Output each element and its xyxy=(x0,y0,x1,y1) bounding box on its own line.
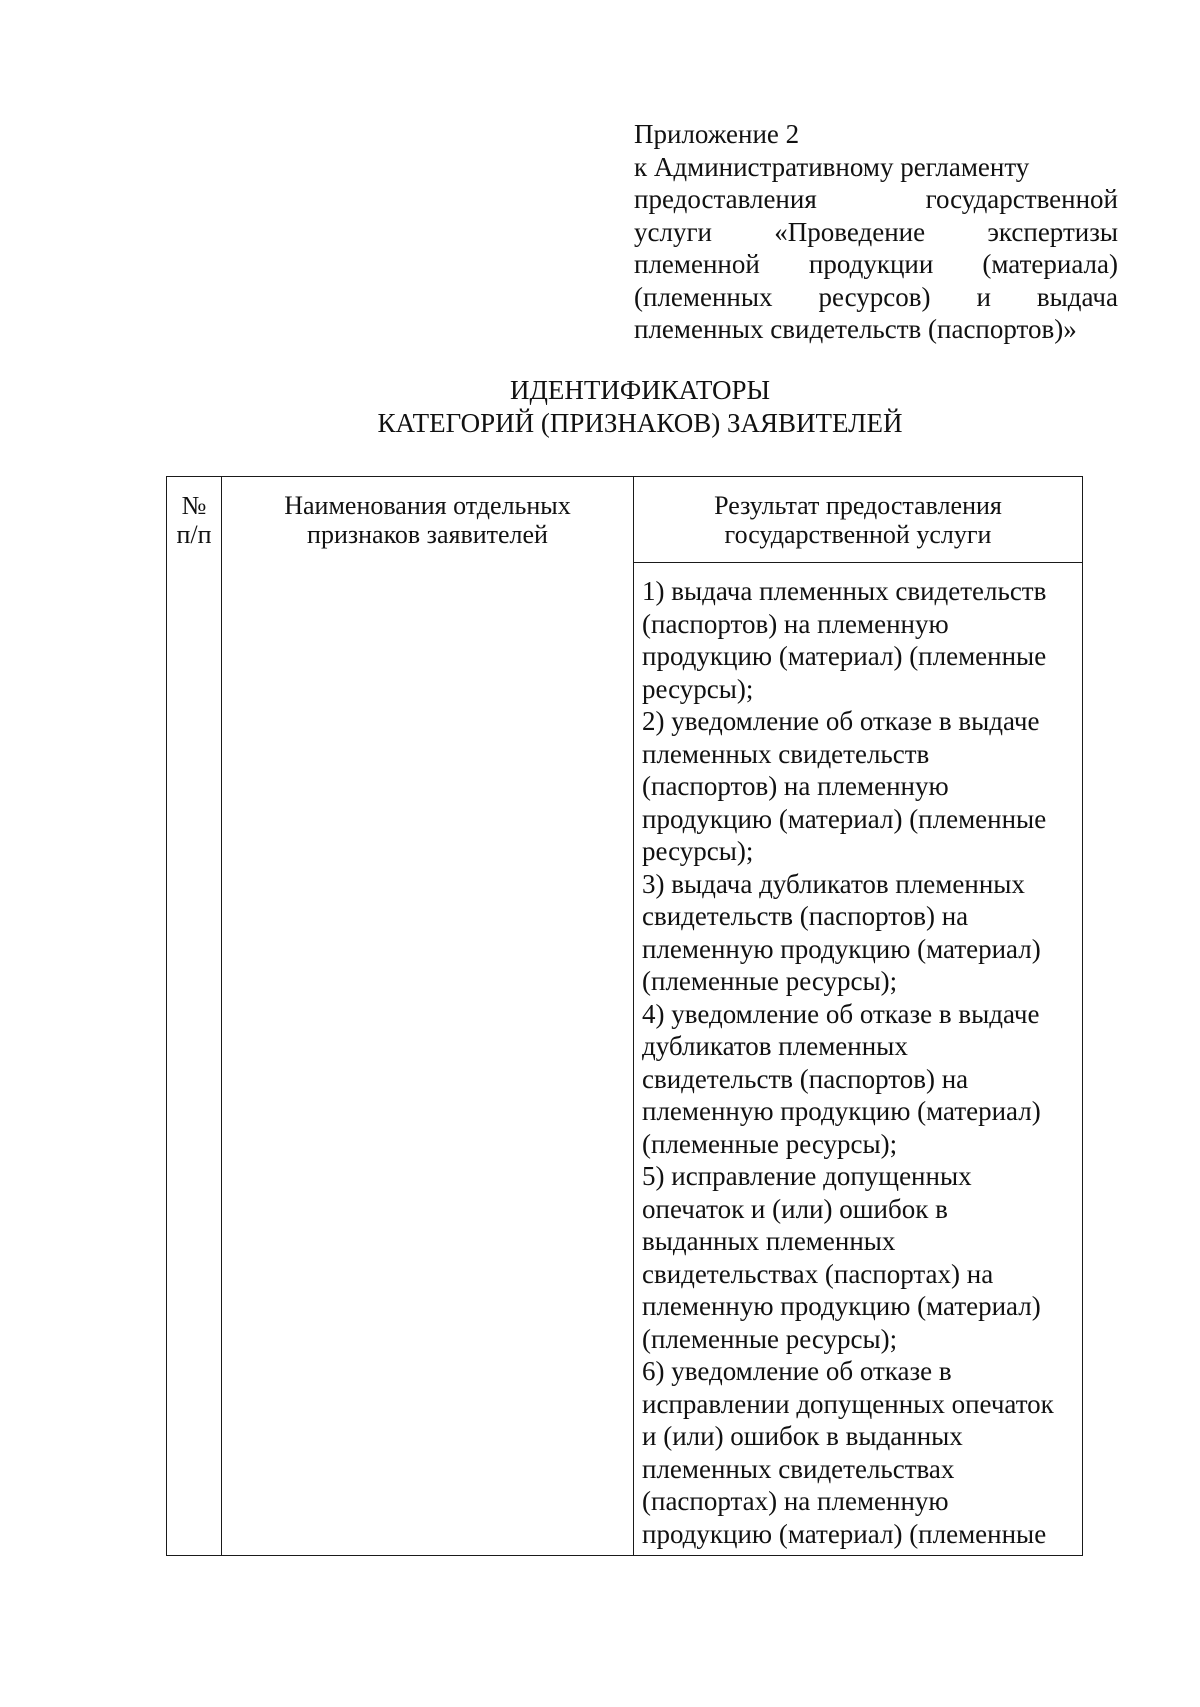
result-line: племенных свидетельств xyxy=(642,738,930,769)
header-names-line: признаков заявителей xyxy=(307,520,548,549)
result-line: 6) уведомление об отказе в xyxy=(642,1356,952,1386)
result-line: выданных племенных xyxy=(642,1226,896,1256)
result-line: свидетельствах (паспортах) на xyxy=(642,1258,994,1289)
appendix-block xyxy=(634,118,1118,346)
result-line: дубликатов племенных xyxy=(642,1031,908,1061)
result-line: и (или) ошибок в выданных xyxy=(642,1421,963,1451)
header-number-line: № xyxy=(181,491,207,520)
result-line: ресурсы); xyxy=(642,836,754,866)
header-result-line: государственной услуги xyxy=(724,520,992,549)
result-line: (племенные ресурсы); xyxy=(642,966,898,996)
result-line: исправлении допущенных опечаток xyxy=(642,1388,1054,1419)
header-names xyxy=(222,477,634,1556)
appendix-line: предоставления государственной xyxy=(634,184,1118,214)
appendix-line: (племенных ресурсов) и выдача xyxy=(634,281,1118,312)
result-line: (паспортов) на племенную xyxy=(642,608,949,639)
result-line: племенную продукцию (материал) xyxy=(642,1291,1041,1321)
header-names-line: Наименования отдельных xyxy=(284,491,571,520)
appendix-line: услуги «Проведение экспертизы xyxy=(634,216,1118,247)
result-line: (паспортах) на племенную xyxy=(642,1486,949,1516)
result-line: свидетельств (паспортов) на xyxy=(642,1063,969,1094)
result-line: опечаток и (или) ошибок в xyxy=(642,1193,948,1224)
header-result xyxy=(634,477,1083,563)
appendix-line: племенных свидетельств (паспортов)» xyxy=(634,314,1077,344)
result-line: племенную продукцию (материал) xyxy=(642,933,1041,964)
result-line: продукцию (материал) (племенные xyxy=(642,803,1047,834)
header-result-line: Результат предоставления xyxy=(714,491,1002,520)
identifiers-table xyxy=(166,476,1083,1556)
result-line: 2) уведомление об отказе в выдаче xyxy=(642,706,1040,736)
result-cell xyxy=(634,563,1083,1556)
appendix-line: к Административному регламенту xyxy=(634,151,1030,182)
result-line: (племенные ресурсы); xyxy=(642,1323,898,1354)
result-line: племенную продукцию (материал) xyxy=(642,1096,1041,1126)
result-line: продукцию (материал) (племенные xyxy=(642,641,1047,671)
heading-line-2: КАТЕГОРИЙ (ПРИЗНАКОВ) ЗАЯВИТЕЛЕЙ xyxy=(377,408,903,438)
result-line: продукцию (материал) (племенные xyxy=(642,1518,1047,1549)
header-number-line: п/п xyxy=(176,520,212,549)
result-line: свидетельств (паспортов) на xyxy=(642,901,969,931)
result-line: племенных свидетельствах xyxy=(642,1453,955,1484)
result-line: (племенные ресурсы); xyxy=(642,1128,898,1159)
result-line: 3) выдача дубликатов племенных xyxy=(642,868,1025,899)
appendix-line: Приложение 2 xyxy=(634,119,800,149)
heading-line-1: ИДЕНТИФИКАТОРЫ xyxy=(509,375,771,405)
header-number xyxy=(167,477,222,1556)
result-line: 5) исправление допущенных xyxy=(642,1161,972,1191)
result-line: 1) выдача племенных свидетельств xyxy=(642,576,1047,606)
document-heading xyxy=(0,374,1200,440)
result-line: 4) уведомление об отказе в выдаче xyxy=(642,998,1040,1029)
table-header-row xyxy=(167,477,1083,563)
result-line: (паспортов) на племенную xyxy=(642,771,949,801)
appendix-line: племенной продукции (материала) xyxy=(634,249,1118,279)
result-line: ресурсы); xyxy=(642,673,754,704)
